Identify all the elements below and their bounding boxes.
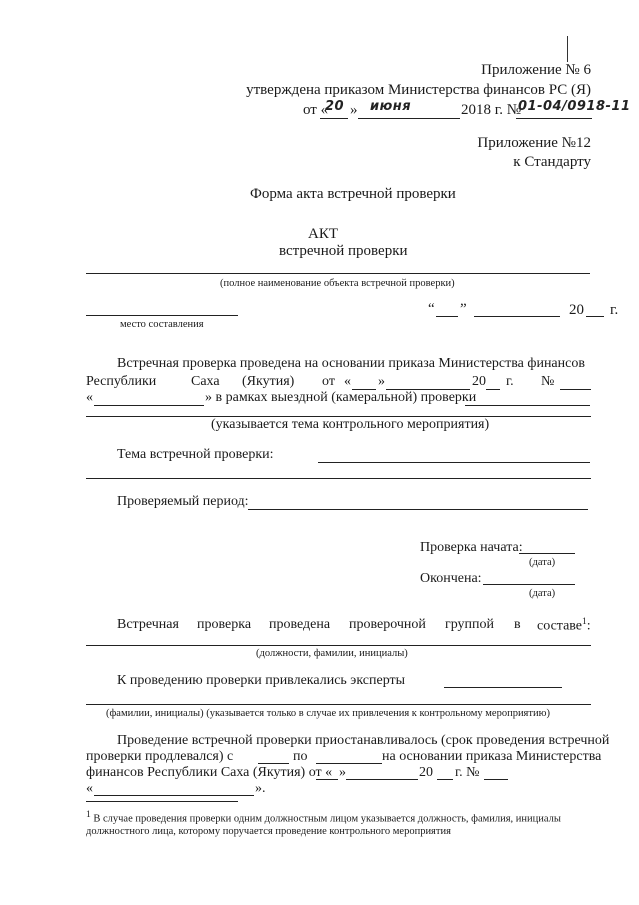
from-prefix: от « <box>303 102 329 118</box>
suspend-line4-b: ». <box>255 781 266 796</box>
para1-line1: Встречная проверка проведена на основании приказа Министерства финансов <box>117 356 585 371</box>
experts-caption: (фамилии, инициалы) (указывается только в случае их привлечения к контрольному мероприятию) <box>106 708 550 719</box>
group-word-5: группой <box>445 617 495 632</box>
object-name-caption: (полное наименование объекта встречной проверки) <box>220 278 455 289</box>
date-year: 20 <box>569 302 584 318</box>
suspend-line3-b: » <box>339 765 346 780</box>
date-g: г. <box>610 302 619 318</box>
act-title: АКТ <box>308 226 338 242</box>
suspend-line3-d: г. № <box>455 765 480 780</box>
start-label: Проверка начата: <box>420 540 523 555</box>
footnote-mark: 1 <box>86 810 91 820</box>
appendix2-line2: к Стандарту <box>513 154 591 170</box>
group-sostave: составе <box>537 618 583 634</box>
group-colon: : <box>586 618 591 634</box>
end-label: Окончена: <box>420 571 482 586</box>
p1-year-line <box>486 389 500 390</box>
word-g: г. <box>506 374 514 389</box>
suspend-line1: Проведение встречной проверки приостанавливалось (срок проведения встречной <box>117 733 610 748</box>
act-subtitle: встречной проверки <box>279 243 408 259</box>
suspend-line2-b: по <box>293 749 308 764</box>
appendix2-line1: Приложение №12 <box>477 135 591 151</box>
group-word-1: Встречная <box>117 617 179 632</box>
suspend-doc-line <box>94 795 254 796</box>
end-line <box>483 584 575 585</box>
suspend-from-line <box>258 763 289 764</box>
group-line <box>117 617 592 635</box>
form-title: Форма акта встречной проверки <box>250 186 456 202</box>
scan-mark <box>567 36 568 62</box>
suspend-line4-a: « <box>86 781 93 796</box>
group-caption: (должности, фамилии, инициалы) <box>256 648 408 659</box>
year-text: 2018 г. № <box>461 102 522 118</box>
suspend-day-line <box>316 779 338 780</box>
word-quote-close: » <box>378 374 385 389</box>
date-quote-close: ” <box>460 301 467 317</box>
p1-line3-suffix: » в рамках выездной (камеральной) проверки <box>205 390 477 405</box>
group-word-6: в <box>514 617 521 632</box>
date-day-line <box>436 316 458 317</box>
place-caption: место составления <box>120 319 204 330</box>
object-name-line <box>86 273 590 274</box>
group-word-3: проведена <box>269 617 331 632</box>
footnote-line1 <box>86 810 561 825</box>
header-approved: утверждена приказом Министерства финансов РС (Я) <box>246 82 591 98</box>
date-quote-open: “ <box>428 301 435 317</box>
p1-line3-prefix: « <box>86 390 93 405</box>
group-word-2: проверка <box>197 617 252 632</box>
suspend-line3-a: финансов Республики Саха (Якутия) от « <box>86 765 333 780</box>
topic-label: Тема встречной проверки: <box>117 447 274 462</box>
topic-line-1 <box>318 462 590 463</box>
p1-doc-line <box>94 405 204 406</box>
number-underline <box>516 118 592 119</box>
end-date-caption: (дата) <box>529 588 556 599</box>
handwritten-number: 01-04/0918-11 <box>518 99 631 114</box>
start-date-caption: (дата) <box>529 557 556 568</box>
handwritten-month: июня <box>370 99 412 114</box>
footnote-line2: должностного лица, которому поручается проведение контрольного мероприятия <box>86 826 451 837</box>
experts-label: К проведению проверки привлекались эксперты <box>117 673 406 688</box>
word-sakha: Саха <box>191 374 220 389</box>
word-ot: от <box>322 374 335 389</box>
word-respubliki: Республики <box>86 374 157 389</box>
suspend-number-line <box>484 779 508 780</box>
period-line <box>248 509 588 510</box>
suspend-year-line <box>437 779 453 780</box>
theme-caption: (указывается тема контрольного мероприятия) <box>211 417 490 432</box>
word-number: № <box>541 374 555 389</box>
suspend-to-line <box>316 763 382 764</box>
start-line <box>519 553 575 554</box>
p1-inspection-line <box>465 405 590 406</box>
day-underline <box>320 118 348 119</box>
word-quote-open: « <box>344 374 351 389</box>
suspend-month-line <box>346 779 418 780</box>
date-year-line <box>586 316 604 317</box>
word-year: 20 <box>472 374 486 389</box>
group-word-7 <box>537 617 591 635</box>
footnote-separator <box>86 801 238 802</box>
quote-close: » <box>350 102 358 118</box>
word-yakutiya: (Якутия) <box>242 374 295 389</box>
suspend-line2-c: на основании приказа Министерства <box>382 749 602 764</box>
place-line <box>86 315 238 316</box>
group-word-4: проверочной <box>349 617 426 632</box>
handwritten-day: 20 <box>325 99 345 114</box>
suspend-line3-c: 20 <box>419 765 433 780</box>
footnote-text-1: В случае проведения проверки одним должностным лицом указывается должность, фамилия, инициалы <box>93 813 561 825</box>
experts-line-1 <box>444 687 562 688</box>
topic-line-2 <box>86 478 591 479</box>
group-members-line <box>86 645 591 646</box>
suspend-line2-a: проверки продлевался) с <box>86 749 234 764</box>
footnote-ref: 1 <box>582 617 587 627</box>
experts-line-2 <box>86 704 591 705</box>
p1-number-line <box>560 389 591 390</box>
header-appendix: Приложение № 6 <box>481 62 591 78</box>
date-month-line <box>474 316 560 317</box>
period-label: Проверяемый период: <box>117 494 249 509</box>
month-underline <box>358 118 460 119</box>
